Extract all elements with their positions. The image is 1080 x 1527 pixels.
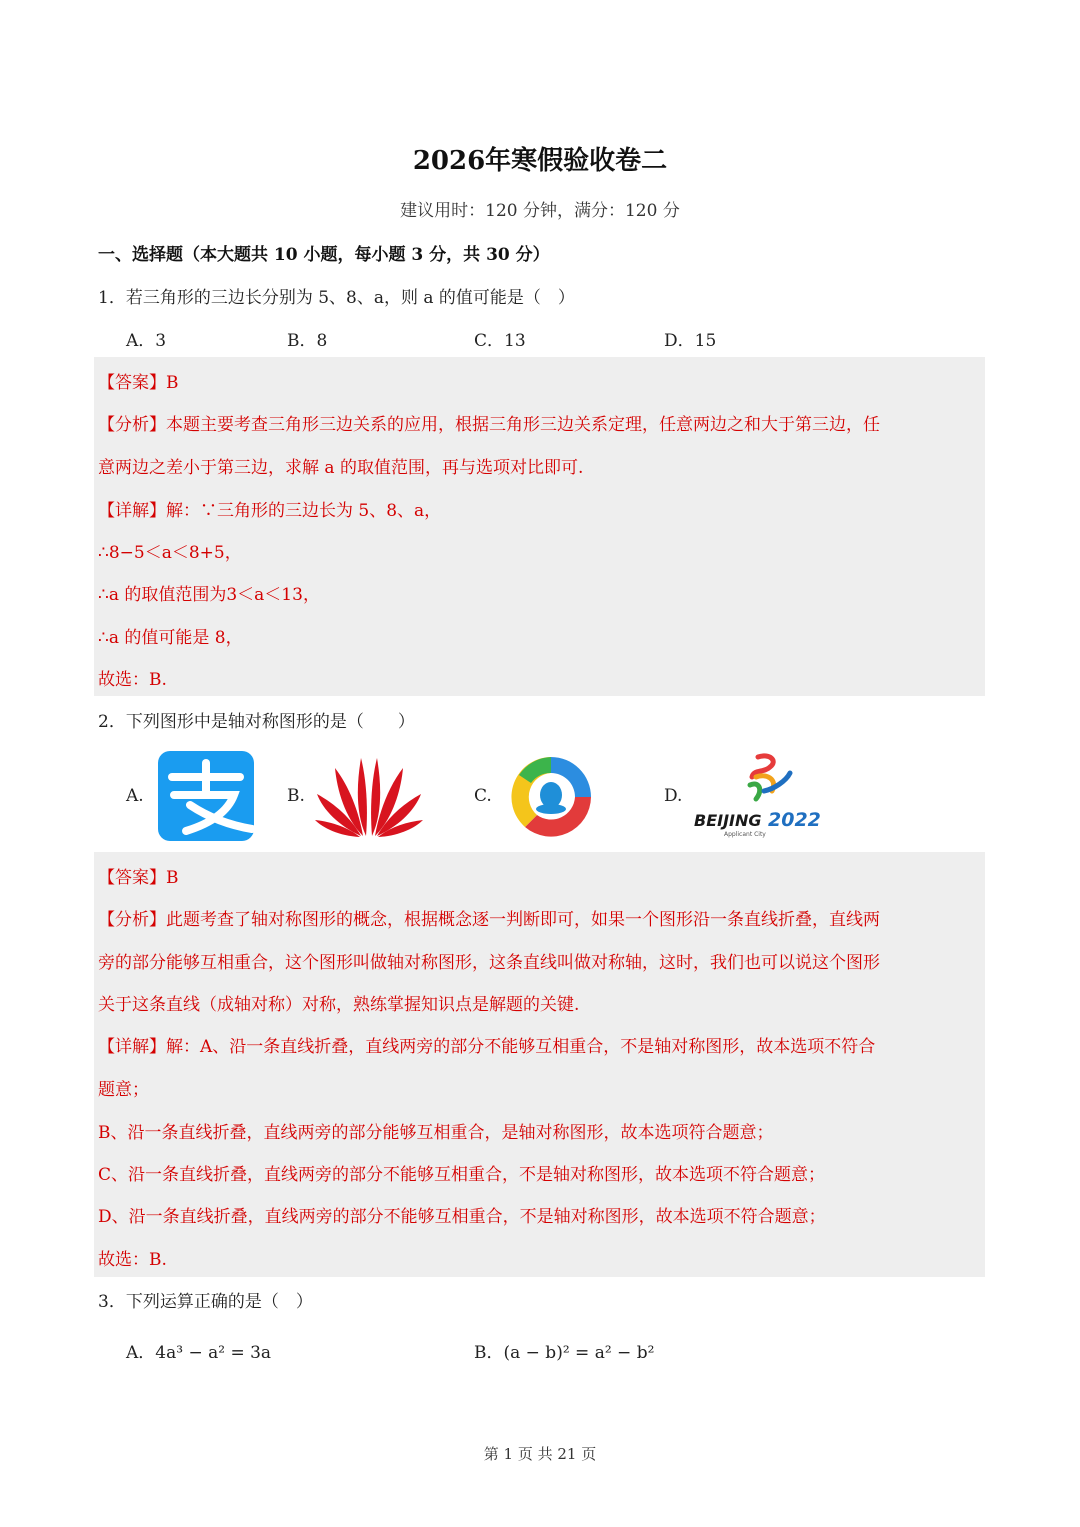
question-1-stem: 1．若三角形的三边长分别为 5、8、a，则 a 的值可能是（ ）: [98, 288, 575, 308]
q1-answer: 【答案】B: [98, 373, 179, 393]
q1-option-b: B．8: [287, 331, 328, 351]
q1-analysis-line-2: 意两边之差小于第三边，求解 a 的取值范围，再与选项对比即可.: [98, 458, 584, 478]
q2-option-d-label: D.: [664, 786, 683, 806]
applicant-city-text: Applicant City: [724, 831, 766, 838]
year-wordmark: 2022: [768, 809, 821, 831]
q1-detail-line-4: ∴a 的值可能是 8，: [98, 628, 243, 648]
q1-option-c: C．13: [474, 331, 526, 351]
q1-detail-line-5: 故选：B.: [98, 670, 167, 690]
q2-analysis-line-3: 关于这条直线（成轴对称）对称，熟练掌握知识点是解题的关键.: [98, 995, 580, 1015]
q2-detail-line-4: C、沿一条直线折叠，直线两旁的部分不能够互相重合，不是轴对称图形，故本选项不符合题意；: [98, 1165, 826, 1185]
q3-option-b: B．(a − b)² = a² − b²: [474, 1343, 655, 1363]
q1-detail-line-1: 【详解】解：∵三角形的三边长为 5、8、a，: [98, 501, 442, 521]
huawei-logo-icon: [314, 756, 424, 842]
beijing-2022-logo-icon: [694, 751, 824, 841]
q2-analysis-line-1: 【分析】此题考查了轴对称图形的概念，根据概念逐一判断即可，如果一个图形沿一条直线折叠，直线两: [98, 910, 880, 930]
beijing-wordmark: BEIJING: [694, 811, 762, 830]
q1-option-a: A．3: [126, 331, 167, 351]
q2-analysis-line-2: 旁的部分能够互相重合，这个图形叫做轴对称图形，这条直线叫做对称轴，这时，我们也可以说这个图形: [98, 953, 880, 973]
q1-option-d: D．15: [664, 331, 717, 351]
page-title: 2026年寒假验收卷二: [412, 146, 668, 176]
q2-detail-line-6: 故选：B.: [98, 1250, 167, 1270]
q2-option-c-label: C.: [474, 786, 492, 806]
q2-detail-line-1: 【详解】解：A、沿一条直线折叠，直线两旁的部分不能够互相重合，不是轴对称图形，故本选项不符合: [98, 1037, 876, 1057]
question-3-stem: 3．下列运算正确的是（ ）: [98, 1292, 313, 1312]
q2-detail-line-3: B、沿一条直线折叠，直线两旁的部分能够互相重合，是轴对称图形，故本选项符合题意；: [98, 1123, 774, 1143]
q1-detail-line-2: ∴8−5＜a＜8+5，: [98, 543, 242, 563]
tencent-news-logo-icon: [505, 751, 597, 845]
q2-option-a-label: A.: [126, 786, 144, 806]
q2-option-b-label: B.: [287, 786, 305, 806]
alipay-logo-icon: [158, 751, 254, 845]
q2-detail-line-2: 题意；: [98, 1080, 149, 1100]
q2-detail-line-5: D、沿一条直线折叠，直线两旁的部分不能够互相重合，不是轴对称图形，故本选项不符合题意；: [98, 1207, 826, 1227]
section-heading: 一、选择题（本大题共 10 小题，每小题 3 分，共 30 分）: [98, 245, 550, 265]
page-footer: 第 1 页 共 21 页: [483, 1445, 597, 1463]
q3-option-a: A．4a³ − a² = 3a: [126, 1343, 272, 1363]
q1-detail-line-3: ∴a 的取值范围为3＜a＜13，: [98, 585, 320, 605]
page-subtitle: 建议用时：120 分钟，满分：120 分: [400, 201, 680, 221]
question-2-stem: 2．下列图形中是轴对称图形的是（ ）: [98, 712, 415, 732]
q1-analysis-line-1: 【分析】本题主要考查三角形三边关系的应用，根据三角形三边关系定理，任意两边之和大于第三边，任: [98, 415, 880, 435]
q2-answer: 【答案】B: [98, 868, 179, 888]
